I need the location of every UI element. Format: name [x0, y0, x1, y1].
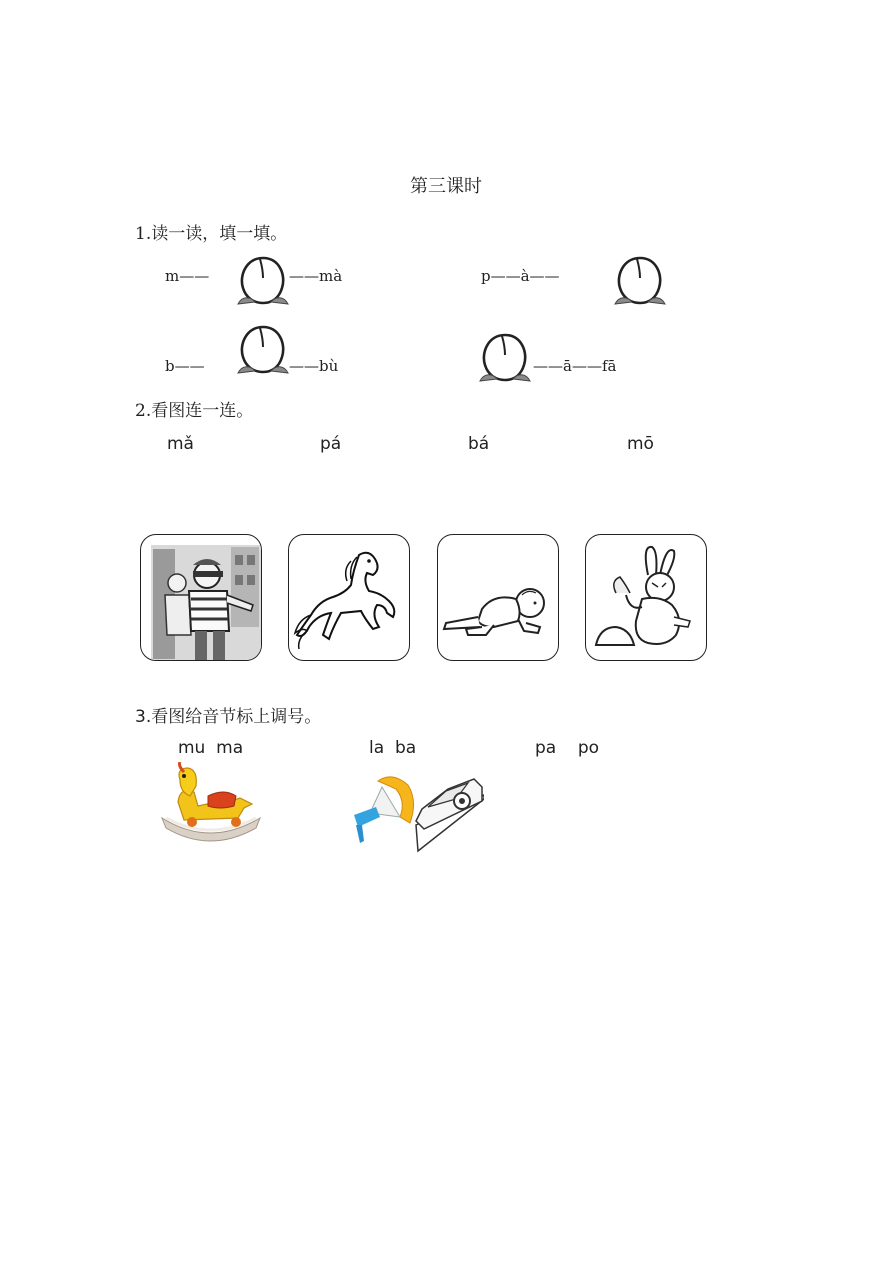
page-title: 第三课时 — [410, 176, 482, 197]
peach-blank-2[interactable] — [613, 254, 667, 310]
crawling-baby-picture[interactable] — [437, 534, 559, 661]
q1-row2-left-end: ——bù — [289, 357, 339, 375]
q1-row1-left-end: ——mà — [289, 267, 343, 285]
syllable-mo1[interactable]: mō — [627, 434, 654, 454]
question-3-heading: 3.看图给音节标上调号。 — [135, 707, 322, 727]
syllable-pa2[interactable]: pá — [320, 434, 342, 454]
peach-blank-1[interactable] — [236, 254, 290, 310]
q1-row2-right-text: ——ā——fā — [533, 357, 617, 375]
rabbit-pulling-radish-picture[interactable] — [585, 534, 707, 661]
syllable-ba2[interactable]: bá — [468, 434, 490, 454]
syllables-pa-po[interactable]: pa po — [535, 738, 600, 758]
loudspeaker-car-picture — [348, 765, 484, 855]
syllable-ma3[interactable]: mǎ — [167, 434, 194, 454]
q1-row1-left-start: m—— — [165, 267, 210, 285]
question-2-heading: 2.看图连一连。 — [135, 401, 254, 421]
question-1-heading: 1.读一读，填一填。 — [135, 224, 288, 244]
q1-row1-right-text: p——à—— — [481, 267, 560, 285]
syllables-mu-ma[interactable]: mu ma — [178, 738, 244, 758]
peach-blank-4[interactable] — [478, 331, 532, 387]
horse-picture[interactable] — [288, 534, 410, 661]
syllables-la-ba[interactable]: la ba — [369, 738, 417, 758]
blindfold-boy-picture[interactable] — [140, 534, 262, 661]
rocking-horse-picture — [158, 762, 264, 844]
peach-blank-3[interactable] — [236, 323, 290, 379]
q1-row2-left-start: b—— — [165, 357, 205, 375]
